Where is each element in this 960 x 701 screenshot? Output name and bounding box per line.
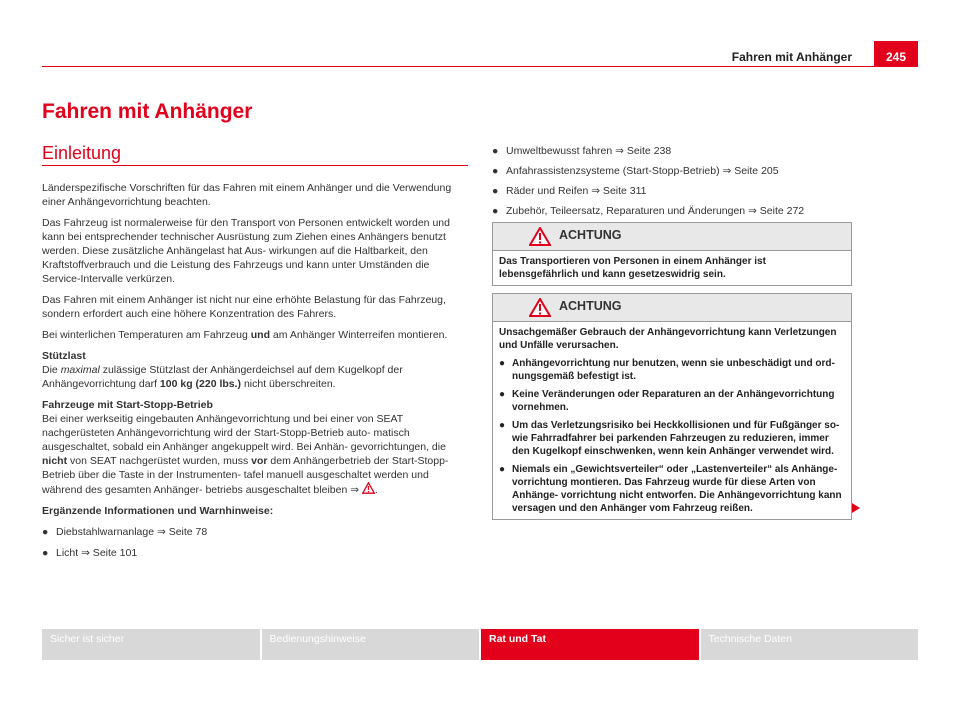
paragraph-intro: Länderspezifische Vorschriften für das Fahren mit einem Anhänger und die Verwendung einer Anhängevorrichtung beachten. [42, 182, 452, 208]
bullet-icon: ● [492, 205, 499, 217]
paragraph-start-stopp: Fahrzeuge mit Start-Stopp-Betrieb Bei einer werkseitig eingebauten Anhängevorrichtung und bei einer von SEAT nachgerüsteten Anhängevorrichtung wird der Start-Stopp-Betrieb auto- matisch ausgeschaltet, sobald ein Anhänger angekuppelt wird. Bei Anhän- gevorrichtungen, die nicht von SEAT nachgerüstet wurden, muss vor dem Anhängerbetrieb der Start-Stopp-Betrieb über die Taste in der Instrumenten- tafel manuell ausgeschaltet werden und während des gesamten Anhänger- betriebs ausgeschaltet bleiben ⇒ . [42, 399, 449, 496]
warning-body [493, 251, 851, 285]
warning-list-item: ● Anhängevorrichtung nur benutzen, wenn sie unbeschädigt und ord- nungsgemäß befestigt ist. [499, 358, 835, 382]
bullet-icon: ● [499, 358, 506, 369]
header-rule [42, 66, 874, 67]
footer-tab-bedienung[interactable]: Bedienungshinweise [262, 629, 480, 660]
warning-triangle-icon [529, 298, 551, 317]
warning-text: Das Transportieren von Personen in einem Anhänger ist lebensgefährlich und kann gesetzeswidrig sein. [499, 256, 766, 280]
bullet-icon: ● [42, 526, 49, 538]
bullet-icon: ● [492, 185, 499, 197]
list-item[interactable]: ● Diebstahlwarnanlage ⇒ Seite 78 [42, 526, 208, 538]
warning-label: ACHTUNG [559, 299, 622, 313]
bullet-icon: ● [492, 165, 499, 177]
warning-body [493, 322, 851, 519]
paragraph-concentration: Das Fahren mit einem Anhänger ist nicht nur eine erhöhte Belastung für das Fahrzeug, sondern erfordert auch eine höhere Konzentration des Fahrers. [42, 294, 446, 320]
list-item[interactable]: ● Umweltbewusst fahren ⇒ Seite 238 [492, 145, 672, 157]
footer-tab-sicher[interactable]: Sicher ist sicher [42, 629, 260, 660]
warning-list-item: ● Keine Veränderungen oder Reparaturen an der Anhängevorrichtung vornehmen. [499, 389, 835, 413]
paragraph-stuetzlast: Stützlast Die maximal zulässige Stützlast der Anhängerdeichsel auf dem Kugelkopf der Anhängevorrichtung darf 100 kg (220 lbs.) nicht überschreiten. [42, 350, 403, 390]
warning-list-item: ● Niemals ein „Gewichtsverteiler“ oder „Lastenverteiler“ als Anhänge- vorrichtung montieren. Das Fahrzeug wurde für diese Arten von Anhänge- vorrichtung nicht entworfen. Die Anhängevorrichtung kann versagen und den Anhänger vom Fahrzeug reißen. [499, 464, 842, 514]
bullet-icon: ● [499, 420, 506, 431]
page-number: 245 [885, 50, 907, 64]
warning-label: ACHTUNG [559, 228, 622, 242]
warning-triangle-icon[interactable] [362, 482, 375, 494]
footer-tab-technische-daten[interactable]: Technische Daten [701, 629, 919, 660]
warning-list-item: ● Um das Verletzungsrisiko bei Heckkollisionen und für Fußgänger so- wie Fahrradfahrer bei parkenden Fahrzeugen zu reduzieren, immer den Kugelkopf einschwenken, wenn kein Anhänger verwendet wird. [499, 420, 840, 457]
bullet-icon: ● [499, 464, 506, 475]
list-item[interactable]: ● Licht ⇒ Seite 101 [42, 547, 138, 559]
subheading-start-stopp: Fahrzeuge mit Start-Stopp-Betrieb [42, 399, 213, 411]
footer-tab-rat-und-tat[interactable]: Rat und Tat [481, 629, 699, 660]
left-column [42, 181, 470, 567]
bullet-icon: ● [492, 145, 499, 157]
list-item[interactable]: ● Zubehör, Teileersatz, Reparaturen und Änderungen ⇒ Seite 272 [492, 205, 805, 217]
chapter-title: Fahren mit Anhänger [42, 100, 253, 123]
list-item[interactable]: ● Räder und Reifen ⇒ Seite 311 [492, 185, 647, 197]
warning-header [493, 294, 851, 322]
footer-nav [42, 629, 918, 660]
list-item[interactable]: ● Anfahrassistenzsysteme (Start-Stopp-Betrieb) ⇒ Seite 205 [492, 165, 779, 177]
section-title: Einleitung [42, 143, 122, 163]
continue-arrow-icon [852, 503, 860, 513]
bullet-icon: ● [42, 547, 49, 559]
warning-box-2 [492, 293, 852, 520]
bullet-icon: ● [499, 389, 506, 400]
paragraph-transport: Das Fahrzeug ist normalerweise für den Transport von Personen entwickelt worden und kann bei entsprechender technischer Ausrüstung zum Ziehen eines Anhängers benutzt werden. Diese zusätzliche Anhängelast hat Aus- wirkungen auf die Haltbarkeit, den Kraftstoffverbrauch und die Leistung des Fahrzeugs und kann unter Umständen die Service-Intervalle verkürzen. [42, 217, 450, 285]
section-rule [42, 165, 468, 166]
warning-box-1 [492, 222, 852, 286]
subheading-stuetzlast: Stützlast [42, 350, 86, 362]
right-column-references [492, 144, 852, 224]
warning-header [493, 223, 851, 251]
subheading-more-info: Ergänzende Informationen und Warnhinweise: [42, 505, 274, 517]
paragraph-winter: Bei winterlichen Temperaturen am Fahrzeug und am Anhänger Winterreifen montieren. [42, 329, 448, 341]
warning-intro: Unsachgemäßer Gebrauch der Anhängevorrichtung kann Verletzungen und Unfälle verursachen. [499, 327, 837, 351]
running-header-title: Fahren mit Anhänger [731, 50, 852, 64]
warning-triangle-icon [529, 227, 551, 246]
page-number-box [874, 41, 918, 67]
